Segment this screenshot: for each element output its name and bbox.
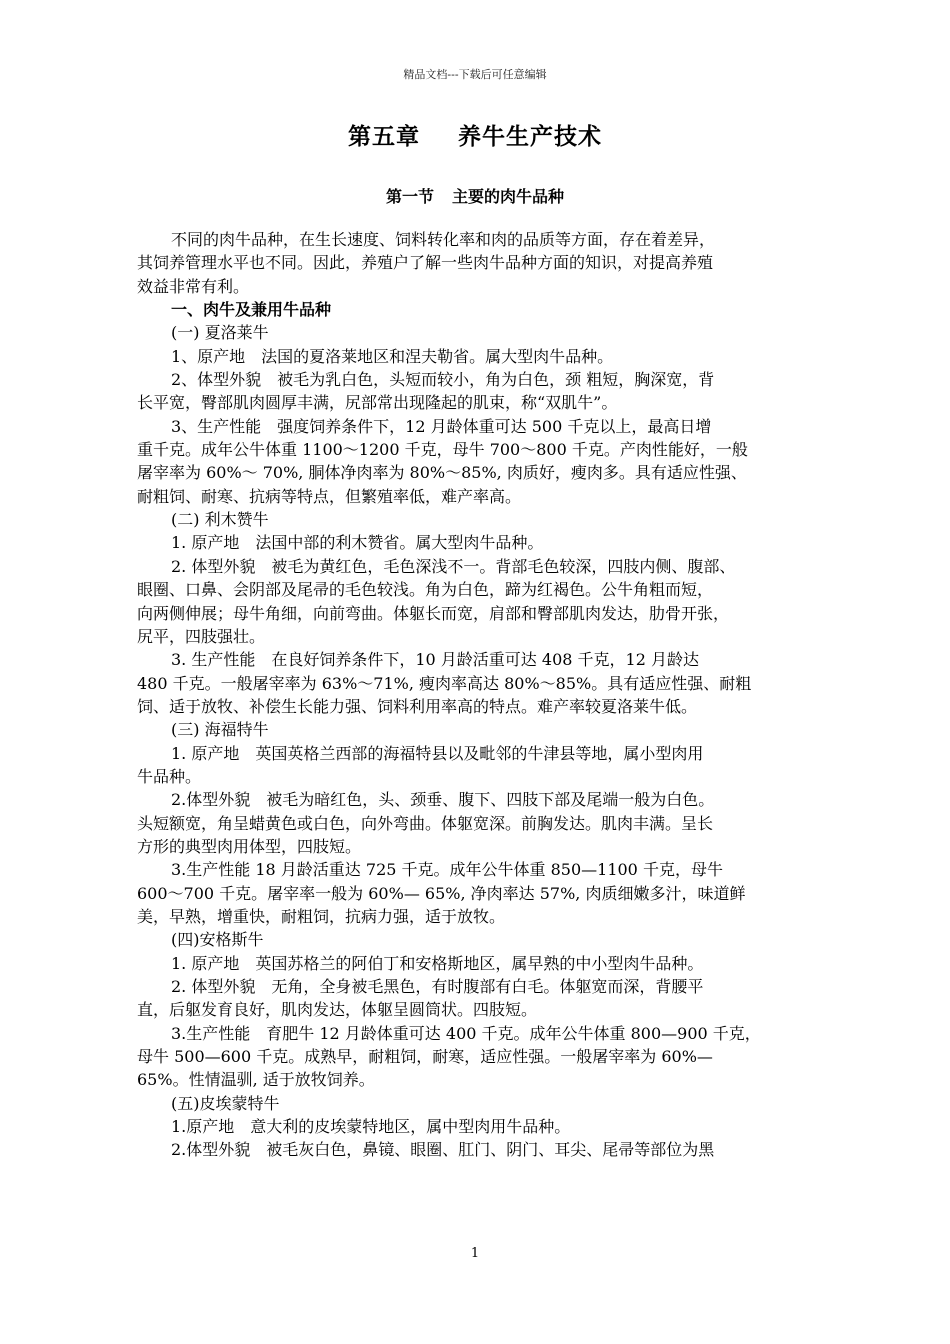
text-line: 屠宰率为 60%～ 70%, 胴体净肉率为 80%～85%, 肉质好，瘦肉多。具有适应性强、 <box>137 463 747 483</box>
document-body <box>137 228 827 1162</box>
text-line: 2.体型外貌 被毛为暗红色，头、颈垂、腹下、四肢下部及尾端一般为白色。 <box>171 790 715 810</box>
text-line: 1. 原产地 法国中部的利木赞省。属大型肉牛品种。 <box>171 533 544 553</box>
text-line: 牛品种。 <box>137 766 202 786</box>
text-line: 2、体型外貌 被毛为乳白色，头短而较小，角为白色，颈 粗短，胸深宽，背 <box>171 370 715 390</box>
text-line: 2. 体型外貌 无角，全身被毛黑色，有时腹部有白毛。体躯宽而深，背腰平 <box>171 977 704 996</box>
text-line: (二) 利木赞牛 <box>171 510 269 530</box>
text-line: 重千克。成年公牛体重 1100～1200 千克，母牛 700～800 千克。产肉性能好，一般 <box>137 440 748 460</box>
text-line: 头短额宽，角呈蜡黄色或白色，向外弯曲。体躯宽深。前胸发达。肌肉丰满。呈长 <box>137 813 714 833</box>
text-line: 方形的典型肉用体型，四肢短。 <box>137 836 362 856</box>
text-line: (五)皮埃蒙特牛 <box>171 1093 280 1113</box>
text-line: 1. 原产地 英国英格兰西部的海福特县以及毗邻的牛津县等地，属小型肉用 <box>171 743 704 763</box>
chapter-title <box>0 118 950 151</box>
text-line: 长平宽，臀部肌肉圆厚丰满，尻部常出现隆起的肌束，称“双肌牛”。 <box>137 393 618 413</box>
text-line: 不同的肉牛品种，在生长速度、饲料转化率和肉的品质等方面，存在着差异， <box>171 230 716 249</box>
page-number: 1 <box>470 1246 480 1261</box>
text-line: 尻平，四肢强壮。 <box>137 626 266 646</box>
text-line: 直，后躯发育良好，肌肉发达，体躯呈圆筒状。四肢短。 <box>137 1000 538 1020</box>
text-line: 3. 生产性能 在良好饲养条件下，10 月龄活重可达 408 千克，12 月龄达 <box>171 650 699 670</box>
text-line: 1、原产地 法国的夏洛莱地区和涅夫勒省。属大型肉牛品种。 <box>171 346 614 366</box>
text-line: 2. 体型外貌 被毛为黄红色，毛色深浅不一。背部毛色较深，四肢内侧、腹部、 <box>171 556 736 576</box>
section-number: 第一节 <box>385 187 434 206</box>
text-line: 饲、适于放牧、补偿生长能力强、饲料利用率高的特点。难产率较夏洛莱牛低。 <box>137 696 698 716</box>
text-line: 美，早熟，增重快，耐粗饲，抗病力强，适于放牧。 <box>137 906 506 926</box>
section-title <box>0 184 950 207</box>
text-line: 480 千克。一般屠宰率为 63%～71%, 瘦肉率高达 80%～85%。具有适应性强、耐粗 <box>137 673 752 693</box>
text-line: 3.生产性能 18 月龄活重达 725 千克。成年公牛体重 850—1100 千克，母牛 <box>171 860 723 880</box>
text-line: 3、生产性能 强度饲养条件下，12 月龄体重可达 500 千克以上，最高日增 <box>171 416 712 436</box>
text-line: 母牛 500—600 千克。成熟早，耐粗饲，耐寒，适应性强。一般屠宰率为 60%— <box>137 1047 713 1067</box>
text-line: 65%。性情温驯, 适于放牧饲养。 <box>137 1070 375 1090</box>
page-header: 精品文档---下载后可任意编辑 <box>403 68 547 81</box>
section-name: 主要的肉牛品种 <box>452 187 565 206</box>
text-line: 向两侧伸展；母牛角细，向前弯曲。体躯长而宽，肩部和臀部肌肉发达，肋骨开张， <box>137 603 730 623</box>
text-line: 眼圈、口鼻、会阴部及尾帚的毛色较浅。角为白色，蹄为红褐色。公牛角粗而短， <box>137 580 714 600</box>
section-heading: 一、肉牛及兼用牛品种 <box>171 300 332 320</box>
text-line: 600～700 千克。屠宰率一般为 60%— 65%, 净肉率达 57%, 肉质细嫩多汁，味道鲜 <box>137 883 746 903</box>
text-line: 3.生产性能 育肥牛 12 月龄体重可达 400 千克。成年公牛体重 800—900 千克， <box>171 1023 761 1043</box>
text-line: (四)安格斯牛 <box>171 930 264 950</box>
text-line: 1. 原产地 英国苏格兰的阿伯丁和安格斯地区，属早熟的中小型肉牛品种。 <box>171 953 704 973</box>
chapter-name: 养牛生产技术 <box>458 123 602 150</box>
text-line: 其饲养管理水平也不同。因此，养殖户了解一些肉牛品种方面的知识，对提高养殖 <box>137 253 714 273</box>
text-line: 2.体型外貌 被毛灰白色，鼻镜、眼圈、肛门、阴门、耳尖、尾帚等部位为黑 <box>171 1140 715 1160</box>
text-line: (三) 海福特牛 <box>171 720 269 740</box>
text-line: 耐粗饲、耐寒、抗病等特点，但繁殖率低，难产率高。 <box>137 486 522 506</box>
text-line: 1.原产地 意大利的皮埃蒙特地区，属中型肉用牛品种。 <box>171 1117 571 1137</box>
text-line: (一) 夏洛莱牛 <box>171 323 269 343</box>
chapter-number: 第五章 <box>348 123 420 150</box>
text-line: 效益非常有利。 <box>137 276 250 296</box>
